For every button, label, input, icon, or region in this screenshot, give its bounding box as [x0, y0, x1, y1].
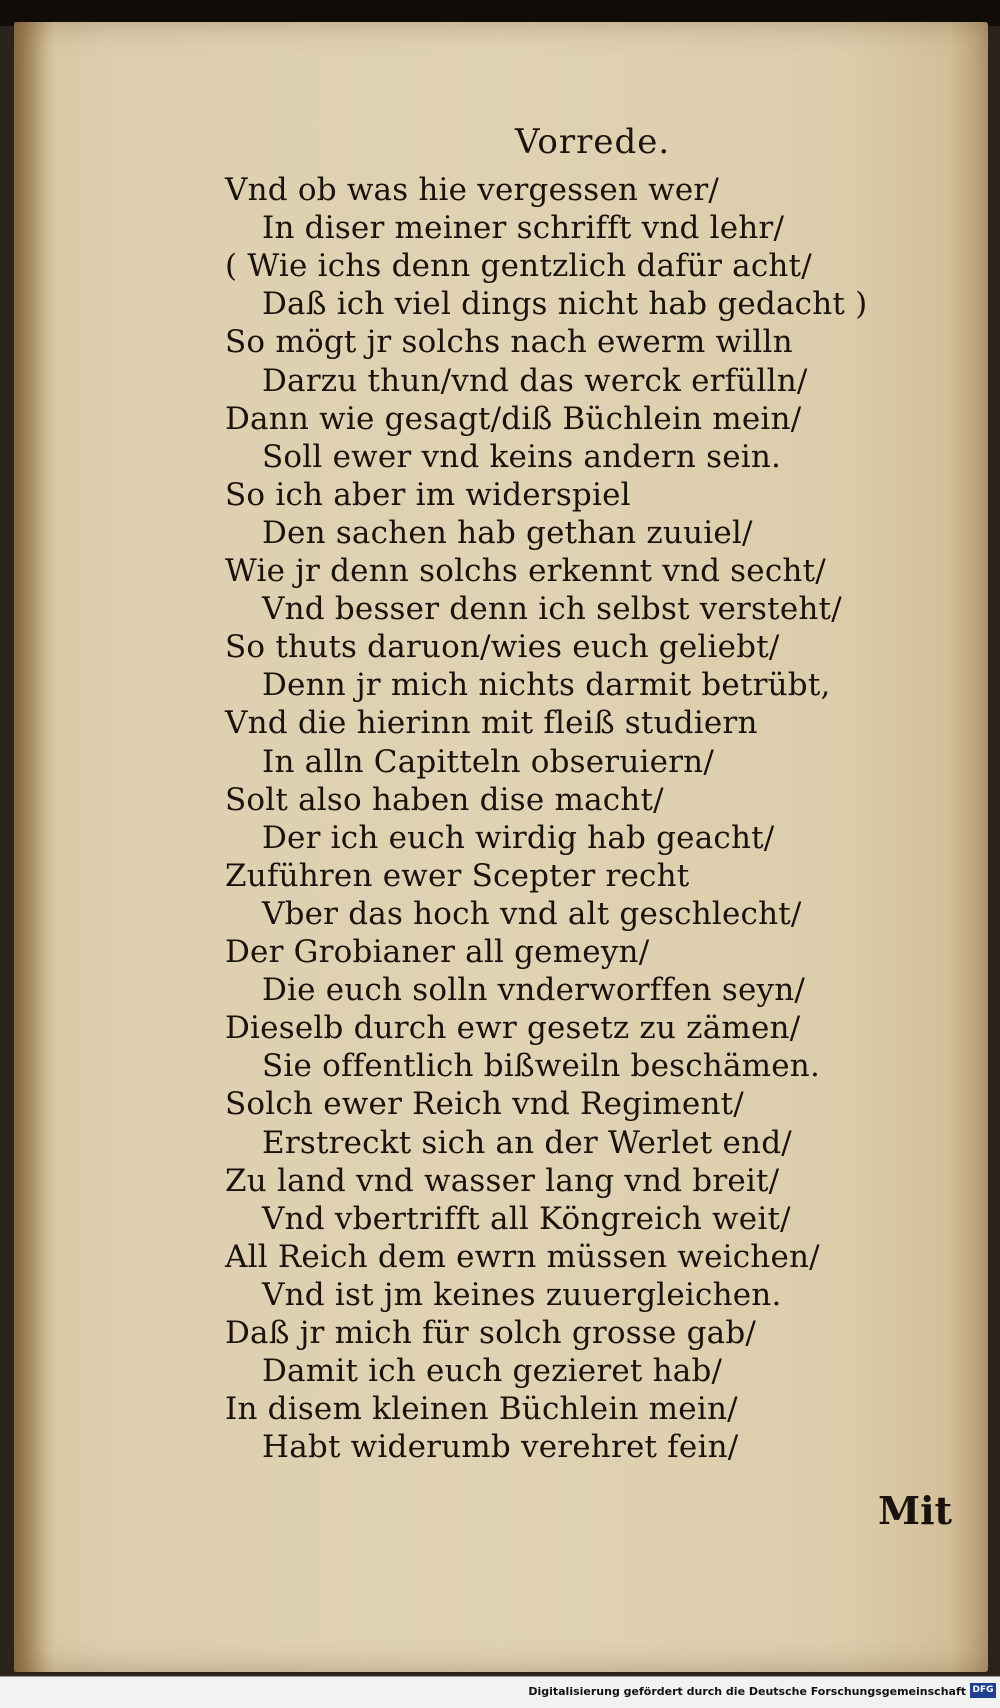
page-gutter-shadow: [14, 22, 54, 1672]
verse-line: Vnd die hierinn mit fleiß studiern: [225, 705, 758, 741]
verse-line: All Reich dem ewrn müssen weichen/: [225, 1239, 820, 1275]
verse-line: Daß ich viel dings nicht hab gedacht ): [262, 286, 868, 322]
verse-line: So ich aber im widerspiel: [225, 477, 631, 513]
verse-line: Solt also haben dise macht/: [225, 782, 664, 818]
verse-line: ( Wie ichs denn gentzlich dafür acht/: [225, 248, 812, 284]
verse-line: Wie jr denn solchs erkennt vnd secht/: [225, 553, 826, 589]
verse-line: Solch ewer Reich vnd Regiment/: [225, 1086, 744, 1122]
verse-line: Vnd ob was hie vergessen wer/: [225, 172, 720, 208]
verse-line: Vnd vbertrifft all Köngreich weit/: [262, 1201, 791, 1237]
verse-line: So thuts daruon/wies euch geliebt/: [225, 629, 780, 665]
dfg-logo: DFG: [970, 1683, 996, 1698]
digitization-credit: Digitalisierung gefördert durch die Deutsche Forschungsgemeinschaft: [528, 1685, 966, 1698]
verse-line: Damit ich euch gezieret hab/: [262, 1353, 723, 1389]
verse-line: Darzu thun/vnd das werck erfülln/: [262, 363, 808, 399]
verse-line: Den sachen hab gethan zuuiel/: [262, 515, 753, 551]
verse-line: In disem kleinen Büchlein mein/: [225, 1391, 738, 1427]
verse-line: Dieselb durch ewr gesetz zu zämen/: [225, 1010, 801, 1046]
verse-line: Der ich euch wirdig hab geacht/: [262, 820, 775, 856]
verse-line: Erstreckt sich an der Werlet end/: [262, 1125, 792, 1161]
verse-line: Zu land vnd wasser lang vnd breit/: [225, 1163, 780, 1199]
verse-line: Vnd besser denn ich selbst versteht/: [262, 591, 842, 627]
verse-line: In alln Capitteln obseruiern/: [262, 744, 714, 780]
verse-line: Vnd ist jm keines zuuergleichen.: [262, 1277, 782, 1313]
verse-line: Die euch solln vnderworffen seyn/: [262, 972, 806, 1008]
verse-line: So mögt jr solchs nach ewerm willn: [225, 324, 793, 360]
running-header: Vorrede.: [515, 122, 671, 162]
verse-line: Soll ewer vnd keins andern sein.: [262, 439, 782, 475]
catchword: Mit: [878, 1488, 953, 1533]
verse-line: Zuführen ewer Scepter recht: [225, 858, 690, 894]
verse-line: Der Grobianer all gemeyn/: [225, 934, 650, 970]
verse-line: Dann wie gesagt/diß Büchlein mein/: [225, 401, 802, 437]
verse-line: Daß jr mich für solch grosse gab/: [225, 1315, 757, 1351]
verse-line: Habt widerumb verehret fein/: [262, 1429, 739, 1465]
verse-line: Denn jr mich nichts darmit betrübt,: [262, 667, 831, 703]
verse-line: Vber das hoch vnd alt geschlecht/: [262, 896, 802, 932]
verse-line: In diser meiner schrifft vnd lehr/: [262, 210, 785, 246]
verse-line: Sie offentlich bißweiln beschämen.: [262, 1048, 821, 1084]
